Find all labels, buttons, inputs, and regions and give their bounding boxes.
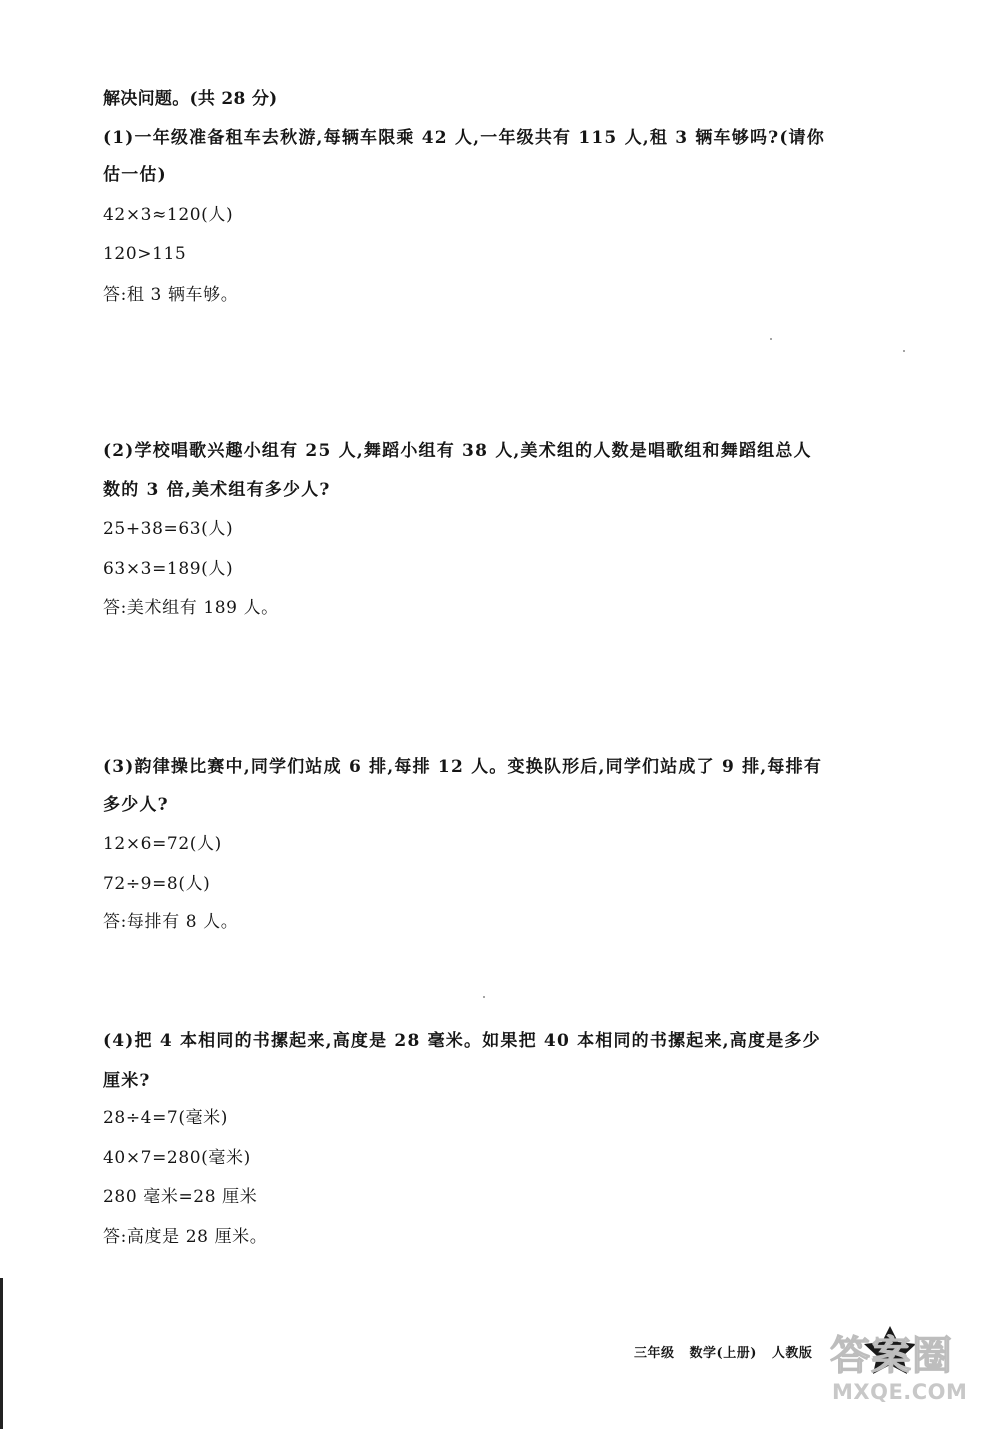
problem-1-step-1: 42×3≈120(人) bbox=[103, 205, 234, 225]
problem-3-text-line-1: (3)韵律操比赛中,同学们站成 6 排,每排 12 人。变换队形后,同学们站成了 9 排,每排有 bbox=[103, 757, 823, 777]
problem-2-text-line-1: (2)学校唱歌兴趣小组有 25 人,舞蹈小组有 38 人,美术组的人数是唱歌组和舞蹈组总人 bbox=[103, 441, 812, 461]
section-heading: 解决问题。(共 28 分) bbox=[103, 89, 278, 109]
scan-speck bbox=[483, 996, 485, 998]
footer-subject: 数学(上册) bbox=[689, 1346, 757, 1361]
problem-3-text-line-2: 多少人? bbox=[103, 795, 169, 815]
scan-speck bbox=[770, 338, 772, 340]
problem-4-text-line-2: 厘米? bbox=[103, 1071, 151, 1091]
problem-4-text-line-1: (4)把 4 本相同的书摞起来,高度是 28 毫米。如果把 40 本相同的书摞起来,高度是多少 bbox=[103, 1031, 821, 1051]
footer-edition: 人教版 bbox=[771, 1346, 813, 1361]
problem-3-answer: 答:每排有 8 人。 bbox=[103, 912, 239, 932]
problem-1-answer: 答:租 3 辆车够。 bbox=[103, 285, 239, 305]
scan-speck bbox=[903, 350, 905, 352]
watermark-url: MXQE.COM bbox=[832, 1380, 968, 1404]
problem-2-step-1: 25+38=63(人) bbox=[103, 519, 234, 539]
problem-1-text-line-2: 估一估) bbox=[103, 165, 167, 185]
problem-1-step-2: 120>115 bbox=[103, 244, 187, 264]
footer-grade: 三年级 bbox=[634, 1346, 675, 1361]
page-footer bbox=[634, 1342, 822, 1361]
problem-4-step-3: 280 毫米=28 厘米 bbox=[103, 1187, 258, 1207]
watermark bbox=[828, 1318, 988, 1418]
problem-2-step-2: 63×3=189(人) bbox=[103, 559, 234, 579]
problem-4-step-1: 28÷4=7(毫米) bbox=[103, 1108, 229, 1128]
problem-3-step-2: 72÷9=8(人) bbox=[103, 874, 211, 894]
problem-3-step-1: 12×6=72(人) bbox=[103, 834, 222, 854]
problem-4-answer: 答:高度是 28 厘米。 bbox=[103, 1227, 268, 1247]
problem-4-step-2: 40×7=280(毫米) bbox=[103, 1148, 251, 1168]
problem-1-text-line-1: (1)一年级准备租车去秋游,每辆车限乘 42 人,一年级共有 115 人,租 3 辆车够吗?(请你 bbox=[103, 128, 825, 148]
scan-edge bbox=[0, 1278, 3, 1429]
problem-2-text-line-2: 数的 3 倍,美术组有多少人? bbox=[103, 480, 331, 500]
problem-2-answer: 答:美术组有 189 人。 bbox=[103, 598, 279, 618]
watermark-logo-text: 答案圈 bbox=[830, 1333, 953, 1379]
